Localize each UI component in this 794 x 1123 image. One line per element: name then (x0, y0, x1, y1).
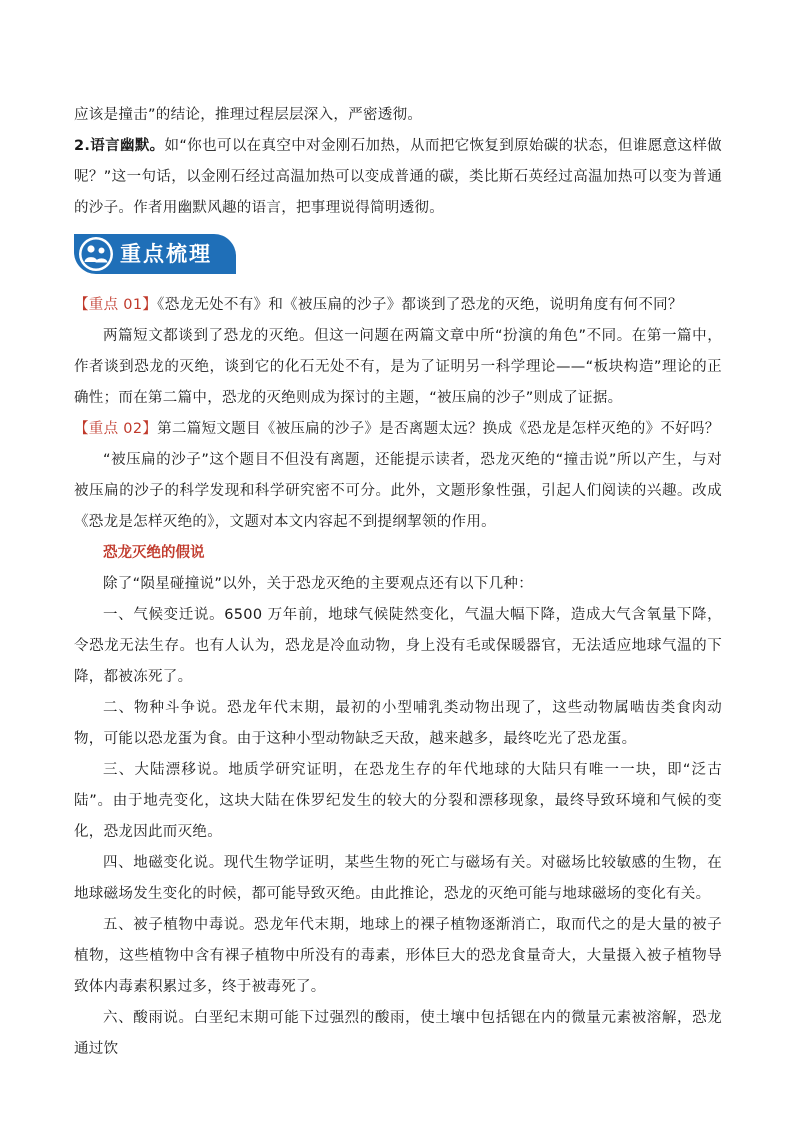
hypothesis-item: 五、被子植物中毒说。恐龙年代末期，地球上的裸子植物逐渐消亡，取而代之的是大量的被子植物，这些植物中含有裸子植物中所没有的毒素，形体巨大的恐龙食量奇大，大量摄入被子植物导致体内毒素积累过多，终于被毒死了。 (74, 917, 722, 995)
hypothesis-item: 四、地磁变化说。现代生物学证明，某些生物的死亡与磁场有关。对磁场比较敏感的生物，在地球磁场发生变化的时候，都可能导致灭绝。由此推论，恐龙的灭绝可能与地球磁场的变化有关。 (74, 855, 722, 902)
hypothesis-item: 三、大陆漂移说。地质学研究证明，在恐龙生存的年代地球的大陆只有唯一一块，即“泛古陆”。由于地壳变化，这块大陆在侏罗纪发生的较大的分裂和漂移现象，最终导致环境和气候的变化，恐龙因此而灭绝。 (74, 762, 722, 840)
paragraph-conclusion: 应该是撞击”的结论，推理过程层层深入，严密透彻。 (74, 107, 423, 123)
hypothesis-item: 六、酸雨说。白垩纪末期可能下过强烈的酸雨，使土壤中包括锶在内的微量元素被溶解，恐龙通过饮 (74, 1010, 722, 1057)
key-point-1-question-text: 《恐龙无处不有》和《被压扁的沙子》都谈到了恐龙的灭绝，说明角度有何不同？ (157, 297, 683, 313)
hypothesis-item: 二、物种斗争说。恐龙年代末期，最初的小型哺乳类动物出现了，这些动物属啮齿类食肉动物，可能以恐龙蛋为食。由于这种小型动物缺乏天敌，越来越多，最终吃光了恐龙蛋。 (74, 700, 722, 747)
section-banner (74, 230, 722, 280)
document-body (74, 100, 722, 1065)
section-subheading: 恐龙灭绝的假说 (103, 545, 205, 561)
key-point-2-question (74, 414, 722, 445)
key-point-2-answer: “被压扁的沙子”这个题目不但没有离题，还能提示读者，恐龙灭绝的“撞击说”所以产生，与对被压扁的沙子的科学发现和科学研究密不可分。此外，文题形象性强，引起人们阅读的兴趣。改成《恐龙是怎样灭绝的》，文题对本文内容起不到提纲挈领的作用。 (74, 452, 722, 530)
point-2-text: 如“你也可以在真空中对金刚石加热，从而把它恢复到原始碳的状态，但谁愿意这样做呢？”这一句话，以金刚石经过高温加热可以变成普通的碳，类比斯石英经过高温加热可以变为普通的沙子。作者用幽默风趣的语言，把事理说得简明透彻。 (74, 138, 722, 216)
people-icon (78, 236, 114, 272)
key-point-2-tag: 【重点 02】 (74, 421, 158, 437)
banner-title: 重点梳理 (120, 242, 212, 266)
hypothesis-item: 一、气候变迁说。6500 万年前，地球气候陡然变化，气温大幅下降，造成大气含氧量下降，令恐龙无法生存。也有人认为，恐龙是冷血动物，身上没有毛或保暖器官，无法适应地球气温的下降，都被冻死了。 (74, 607, 722, 685)
paragraph-point-2 (74, 131, 722, 224)
point-2-label: 2.语言幽默。 (74, 138, 165, 154)
section-intro: 除了“陨星碰撞说”以外，关于恐龙灭绝的主要观点还有以下几种： (103, 576, 534, 592)
key-point-1-question (74, 290, 722, 321)
key-point-2-question-text: 第二篇短文题目《被压扁的沙子》是否离题太远？换成《恐龙是怎样灭绝的》不好吗？ (157, 421, 720, 437)
key-point-1-answer: 两篇短文都谈到了恐龙的灭绝。但这一问题在两篇文章中所“扮演的角色”不同。在第一篇中，作者谈到恐龙的灭绝，谈到它的化石无处不有，是为了证明另一科学理论——“板块构造”理论的正确性；而在第二篇中，恐龙的灭绝则成为探讨的主题，“被压扁的沙子”则成了证据。 (74, 328, 722, 406)
key-point-1-tag: 【重点 01】 (74, 297, 158, 313)
